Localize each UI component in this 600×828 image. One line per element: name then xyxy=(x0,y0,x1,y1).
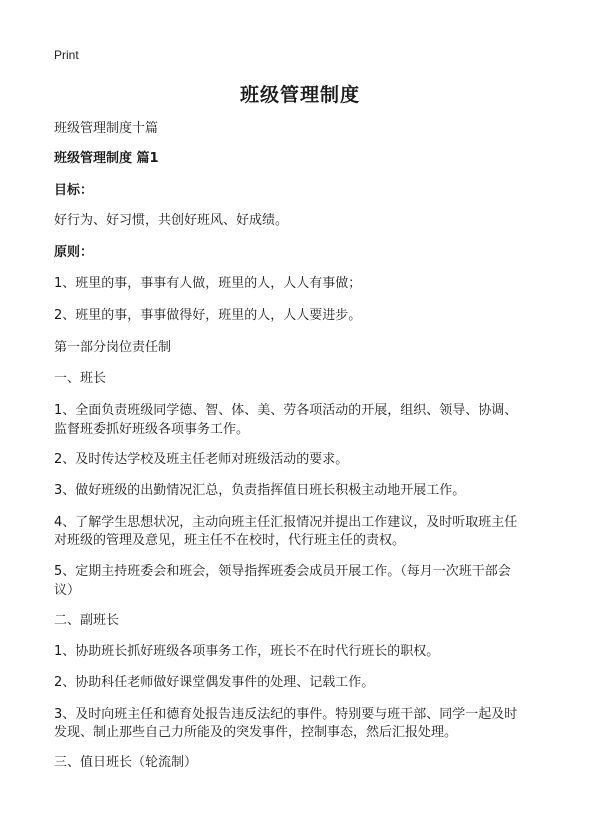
goal-heading: 目标： xyxy=(54,183,94,198)
print-label: Print xyxy=(54,48,79,62)
principle-2: 2、班里的事，事事做得好，班里的人，人人要进步。 xyxy=(54,308,362,323)
part-heading: 第一部分岗位责任制 xyxy=(54,340,172,355)
vice-monitor-duty-2: 2、协助科任老师做好课堂偶发事件的处理、记载工作。 xyxy=(54,675,375,690)
monitor-duty-5-line-1: 5、定期主持班委会和班会，领导指挥班委会成员开展工作。（每月一次班干部会 xyxy=(54,564,511,579)
monitor-duty-2: 2、及时传达学校及班主任老师对班级活动的要求。 xyxy=(54,452,349,467)
role-heading-duty-monitor: 三、值日班长（轮流制） xyxy=(54,755,198,770)
role-heading-monitor: 一、班长 xyxy=(54,371,107,386)
role-heading-vice-monitor: 二、副班长 xyxy=(54,613,120,628)
principle-1: 1、班里的事，事事有人做，班里的人，人人有事做； xyxy=(54,276,362,291)
goal-text: 好行为、好习惯，共创好班风、好成绩。 xyxy=(54,213,289,228)
subtitle: 班级管理制度十篇 xyxy=(54,121,159,136)
page-title: 班级管理制度 xyxy=(239,84,360,106)
monitor-duty-1-line-2: 监督班委抓好班级各项事务工作。 xyxy=(54,422,250,437)
monitor-duty-4-line-2: 对班级的管理及意见，班主任不在校时，代行班主任的责权。 xyxy=(54,533,406,548)
section-heading: 班级管理制度 篇1 xyxy=(54,151,159,166)
vice-monitor-duty-1: 1、协助班长抓好班级各项事务工作，班长不在时代行班长的职权。 xyxy=(54,644,440,659)
vice-monitor-duty-3-line-1: 3、及时向班主任和德育处报告违反法纪的事件。特别要与班干部、同学一起及时 xyxy=(54,707,518,722)
vice-monitor-duty-3-line-2: 发现、制止那些自己力所能及的突发事件，控制事态，然后汇报处理。 xyxy=(54,725,458,740)
monitor-duty-3: 3、做好班级的出勤情况汇总，负责指挥值日班长积极主动地开展工作。 xyxy=(54,483,466,498)
principle-heading: 原则： xyxy=(54,245,94,260)
monitor-duty-1-line-1: 1、全面负责班级同学德、智、体、美、劳各项活动的开展，组织、领导、协调、 xyxy=(54,403,518,418)
monitor-duty-4-line-1: 4、了解学生思想状况，主动向班主任汇报情况并提出工作建议，及时听取班主任 xyxy=(54,515,518,530)
monitor-duty-5-line-2: 议） xyxy=(54,583,81,598)
